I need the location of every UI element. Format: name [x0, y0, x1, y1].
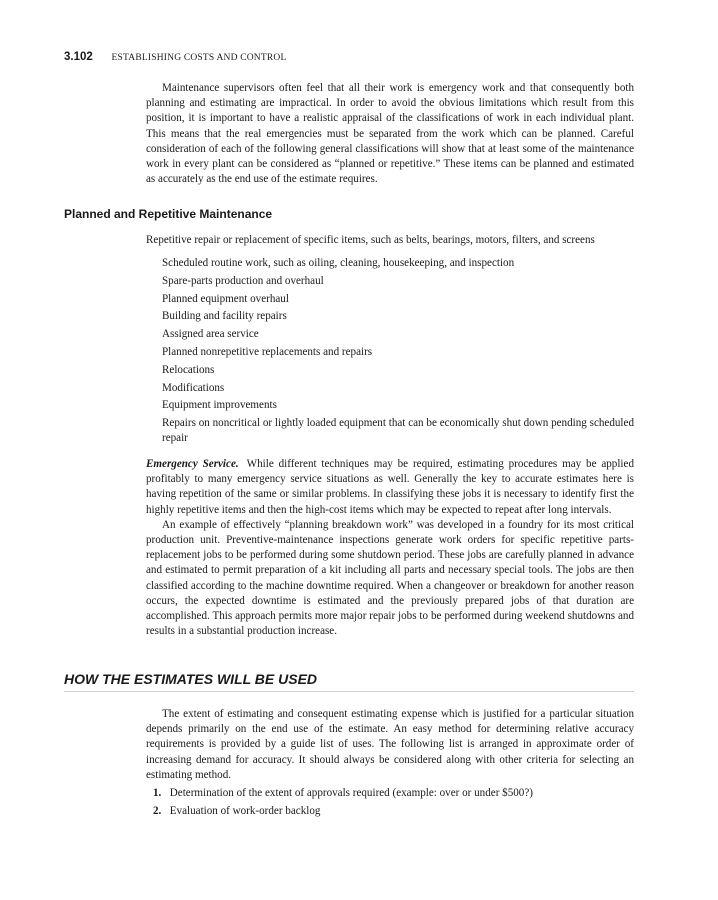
planned-maintenance-heading: Planned and Repetitive Maintenance [64, 207, 273, 221]
uses-list [153, 786, 634, 822]
list-item: Modifications [162, 381, 225, 394]
list-item: Repairs on noncritical or lightly loaded equipment that can be economically shut down pending scheduled repair [162, 417, 634, 445]
list-number: 1. [153, 787, 162, 799]
estimates-section [146, 707, 634, 783]
list-item: Building and facility repairs [162, 310, 287, 323]
emergency-paragraph-1-text: While different techniques may be required, estimating procedures may be applied profitably to many emergency service situations as well. Generally the key to accurate estimates here is having repetition of the same or similar problems. In classifying these jobs it is necessary to identify first the highly repetitive items and then the high-cost items which may be expected to repeat after long intervals. [146, 458, 634, 516]
intro-paragraph: Maintenance supervisors often feel that all their work is emergency work and that consequently both planning and estimating are impractical. In order to avoid the obvious limitations which result from this position, it is important to have a realistic appraisal of the classifications of work in each individual plant. This means that the real emergencies must be separated from the work which can be planned. Careful consideration of each of the following general classifications will show that at least some of the maintenance work in every plant can be considered as “planned or repetitive.” These items can be planned and estimated as accurately as the end use of the estimate requires. [146, 82, 634, 186]
list-item [153, 804, 634, 822]
planned-items-list [162, 256, 634, 446]
estimates-paragraph: The extent of estimating and consequent estimating expense which is justified for a particular situation depends primarily on the end use of the estimate. An easy method for determining relative accuracy requirements is provided by a guide list of uses. The following list is arranged in approximate order of increasing demand for accuracy. It should always be considered along with other criteria for selecting an estimating method. [146, 708, 634, 781]
intro-section [146, 81, 634, 187]
list-item [153, 786, 634, 804]
emergency-run-in-heading: Emergency Service. [146, 458, 239, 470]
page-header [64, 50, 286, 65]
list-item: Spare-parts production and overhaul [162, 274, 324, 287]
list-item: Equipment improvements [162, 399, 277, 412]
page-number: 3.102 [64, 51, 93, 63]
list-item: Relocations [162, 363, 215, 376]
emergency-paragraph-2: An example of effectively “planning breakdown work” was developed in a foundry for its most critical production unit. Preventive-maintenance inspections generate work orders for specific repetitive parts-replacement jobs to be performed during some shutdown period. These jobs are carefully planned in advance and estimated to permit preparation of a kit including all parts and necessary special tools. The jobs are then classified according to the machine downtime required. When a changeover or breakdown for another reason occurs, the expected downtime is estimated and the previously prepared jobs of that duration are accomplished. This approach permits more major repair jobs to be performed during weekend shutdowns and results in a substantial production increase. [146, 518, 634, 638]
list-item: Planned equipment overhaul [162, 292, 289, 305]
list-item: Scheduled routine work, such as oiling, cleaning, housekeeping, and inspection [162, 257, 515, 269]
running-head: ESTABLISHING COSTS AND CONTROL [111, 53, 287, 63]
list-item: Planned nonrepetitive replacements and repairs [162, 345, 373, 358]
emergency-paragraph-1 [146, 457, 634, 518]
estimates-heading: HOW THE ESTIMATES WILL BE USED [64, 670, 634, 692]
list-text: Determination of the extent of approvals required (example: over or under $500?) [169, 787, 533, 799]
planned-lead-item: Repetitive repair or replacement of specific items, such as belts, bearings, motors, filters, and screens [146, 234, 595, 246]
emergency-section [146, 457, 634, 639]
list-number: 2. [153, 805, 162, 817]
list-text: Evaluation of work-order backlog [169, 805, 321, 817]
list-item: Assigned area service [162, 328, 259, 341]
